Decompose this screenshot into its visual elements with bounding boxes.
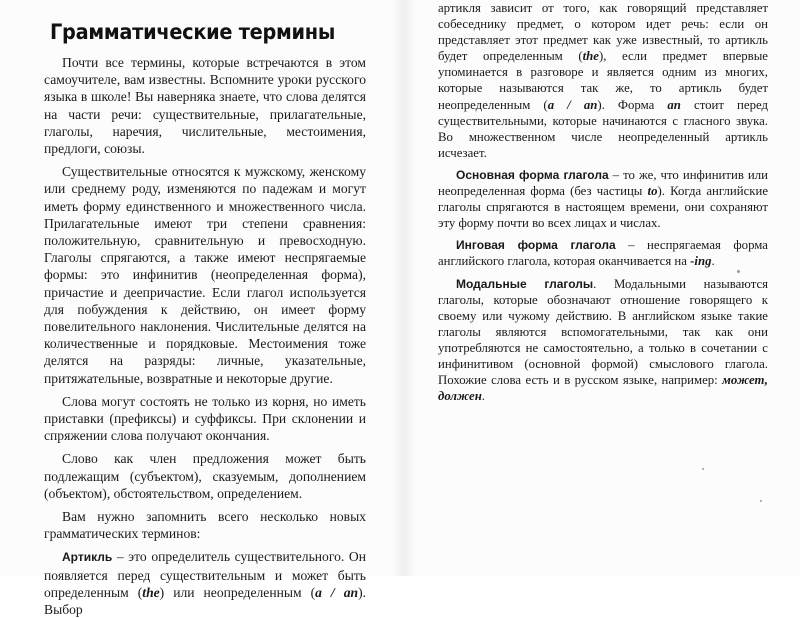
- continuation-text-b: ), если предмет впервые упоминается в разговоре и является одним из многих, которые называются так же, то артикль будет неопределенным (: [438, 49, 768, 112]
- article-text-a: – это определитель существительного. Он появляется перед существительным и может быть определенным (: [44, 549, 366, 600]
- word-structure-paragraph: Слова могут состоять не только из корня, но иметь приставки (префиксы) и суффиксы. При склонении и спряжении слова получают окончания.: [44, 393, 366, 444]
- modal-text-a: . Модальными называются глаголы, которые обозначают отношение говорящего к своему или чужому действию. В английском языке такие глаголы являются вспомогательными, так как они употребляются не самостоятельно, а только в сочетании с инфинитивом (основной формой) смыслового глагола. Похожие слова есть и в русском языке, например:: [438, 276, 769, 388]
- scan-speck: [737, 270, 740, 273]
- article-continuation-paragraph: [438, 0, 768, 161]
- modal-verbs-paragraph: [438, 276, 768, 405]
- example-modal-words: может, должен: [438, 373, 768, 404]
- sentence-members-paragraph: Слово как член предложения может быть подлежащим (субъектом), сказуемым, дополнением (объектом), обстоятельством, определением.: [44, 451, 366, 501]
- scan-speck: [760, 500, 762, 502]
- term-base-form: Основная форма глагола: [456, 167, 609, 182]
- right-page: [438, 0, 768, 576]
- parts-of-speech-paragraph: Существительные относятся к мужскому, женскому или среднему роду, изменяются по падежам и могут иметь форму единственного и множественного числа. Прилагательные имеют три степени сравнения: положительную, сравнительную и превосходную. Глаголы спрягаются, а также имеют неспрягаемые формы: это инфинитив (неопределенная форма), причастие и деепричастие. Если глагол используется для побуждения к действию, он имеет форму повелительного наклонения. Числительные делятся на количественные и порядковые. Местоимения тоже делятся на разряды: личные, указательные, притяжательные, возвратные и некоторые другие.: [44, 164, 366, 386]
- article-text-b: ) или неопределенным (: [159, 584, 316, 600]
- base-form-text-b: ). Когда английские глаголы спрягаются в настоящем времени, они сохраняют эту форму почти во всех лицах и числах.: [438, 184, 768, 231]
- ing-form-text-b: .: [711, 254, 715, 269]
- continuation-text-d: стоит перед существительными, которые начинаются с гласного звука. Во множественном числе неопределенный артикль исчезает.: [438, 97, 768, 160]
- base-form-text-a: – то же, что инфинитив или неопределенная форма (без частицы: [438, 167, 768, 199]
- book-gutter: [392, 0, 416, 576]
- term-ing-form: Инговая форма глагола: [456, 238, 616, 253]
- continuation-text-c: ). Форма: [597, 97, 668, 112]
- example-a-an: a / an: [315, 584, 359, 600]
- example-an: an: [667, 97, 681, 112]
- new-terms-paragraph: Вам нужно запомнить всего несколько новых грамматических терминов:: [44, 509, 366, 542]
- example-a-an: a / an: [547, 97, 598, 112]
- section-title: Грамматические термины: [50, 20, 336, 44]
- continuation-text-a: артикля зависит от того, как говорящий представляет собеседнику предмет, о котором идет речь: если он представляет этот предмет как уже известный, то артикль будет определенным (: [438, 1, 768, 64]
- scan-speck: [702, 468, 704, 470]
- ing-form-paragraph: [438, 237, 768, 269]
- intro-paragraph: Почти все термины, которые встречаются в этом самоучителе, вам известны. Вспомните уроки русского языка в школе! Вы наверняка знаете, что слова делятся на части речи: существительные, прилагательные, глаголы, наречия, числительные, местоимения, предлоги, союзы.: [44, 55, 366, 157]
- term-modal-verbs: Модальные глаголы: [456, 276, 594, 291]
- term-article: Артикль: [62, 550, 113, 565]
- example-ing: -ing: [690, 254, 712, 269]
- left-page: [44, 0, 366, 618]
- article-text-c: ). Выбор: [44, 584, 366, 618]
- article-definition-paragraph: [44, 548, 366, 618]
- example-the: the: [582, 49, 599, 64]
- example-to: to: [647, 184, 658, 199]
- ing-form-text-a: – неспрягаемая форма английского глагола, которая оканчивается на: [438, 238, 768, 269]
- modal-text-b: .: [481, 389, 485, 404]
- example-the: the: [142, 584, 160, 600]
- base-form-paragraph: [438, 167, 768, 231]
